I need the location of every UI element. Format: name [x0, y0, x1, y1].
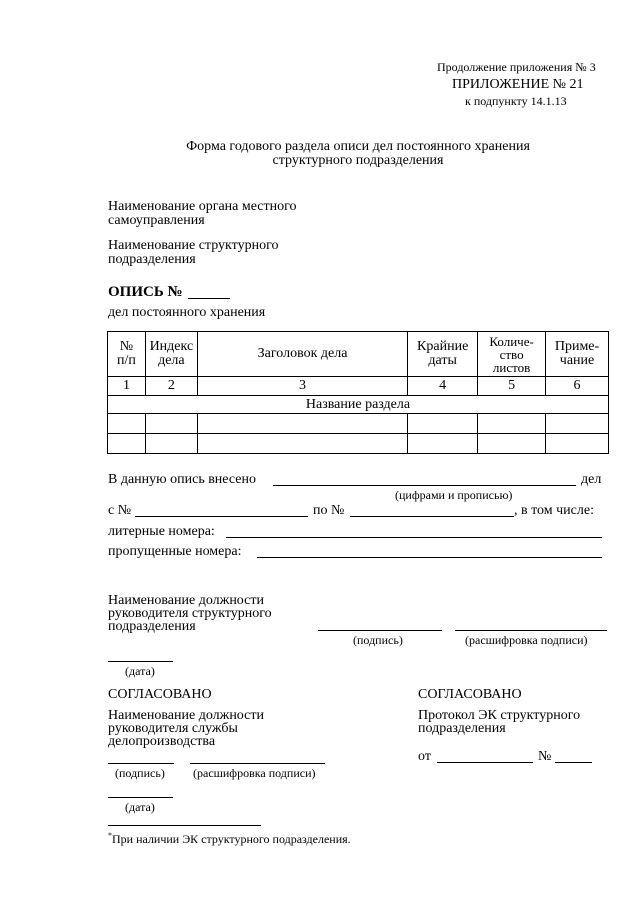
- from-label: с №: [108, 503, 132, 518]
- continuation-note: Продолжение приложения № 3: [437, 60, 596, 74]
- approved-right-line2: подразделения: [418, 721, 506, 736]
- head-date-hint: (дата): [125, 664, 155, 678]
- approved-right-line1: Протокол ЭК структурного: [418, 708, 581, 723]
- inventory-subtitle: дел постоянного хранения: [108, 305, 266, 320]
- approved-left-date-hint: (дата): [125, 800, 155, 814]
- approved-left-signature-hint: (подпись): [115, 766, 165, 780]
- head-position-line3: подразделения: [108, 619, 196, 634]
- approved-right-date-line: [437, 762, 533, 763]
- footnote: [108, 831, 351, 847]
- from-number-line: [135, 516, 308, 517]
- head-position-line2: руководителя структурного: [108, 606, 272, 621]
- skipped-numbers-label: пропущенные номера:: [108, 544, 242, 559]
- section-title: Название раздела: [108, 396, 609, 414]
- col-header-index: Индекс дела: [145, 332, 197, 377]
- approved-left-line1: Наименование должности: [108, 708, 264, 723]
- col-header-dates: Крайние даты: [408, 332, 478, 377]
- form-title-line1: Форма годового раздела описи дел постоянного хранения: [186, 139, 530, 154]
- approved-right-from-label: от: [418, 749, 431, 764]
- approved-left-line3: делопроизводства: [108, 734, 216, 749]
- skipped-numbers-line: [257, 557, 602, 558]
- approved-right-number-line: [555, 762, 592, 763]
- letter-numbers-line: [226, 537, 602, 538]
- col-header-number: № п/п: [108, 332, 146, 377]
- col-number: 2: [145, 377, 197, 396]
- footnote-text: При наличии ЭК структурного подразделения.: [112, 832, 351, 846]
- head-signature-hint: (подпись): [353, 633, 403, 647]
- unit-name-line1: Наименование структурного: [108, 238, 279, 253]
- to-number-line: [350, 516, 514, 517]
- head-position-line1: Наименование должности: [108, 593, 264, 608]
- inventory-label: ОПИСЬ №: [108, 284, 183, 300]
- col-number: 6: [546, 377, 609, 396]
- inventory-table: [107, 331, 609, 454]
- col-number: 3: [197, 377, 407, 396]
- approved-left-title: СОГЛАСОВАНО: [108, 687, 212, 702]
- head-signature-line: [318, 630, 442, 631]
- approved-left-decode-line: [190, 763, 325, 764]
- col-header-note: Приме- чание: [546, 332, 609, 377]
- inventory-number-line: [188, 298, 230, 299]
- included-label: В данную опись внесено: [108, 472, 256, 487]
- col-number: 5: [478, 377, 546, 396]
- appendix-title: ПРИЛОЖЕНИЕ № 21: [452, 77, 584, 92]
- approved-left-signature-line: [108, 763, 174, 764]
- digits-hint: (цифрами и прописью): [395, 488, 513, 502]
- approved-left-decode-hint: (расшифровка подписи): [193, 766, 316, 780]
- appendix-subpoint: к подпункту 14.1.13: [465, 94, 567, 108]
- footnote-separator: [108, 825, 261, 826]
- table-header-row: [108, 332, 609, 377]
- approved-left-line2: руководителя службы: [108, 721, 238, 736]
- approved-left-date-line: [108, 797, 173, 798]
- head-decode-hint: (расшифровка подписи): [465, 633, 588, 647]
- head-date-line: [108, 661, 173, 662]
- included-count-line: [273, 485, 576, 486]
- approved-right-number-label: №: [538, 749, 552, 764]
- including-label: , в том числе:: [514, 503, 594, 518]
- table-numbers-row: [108, 377, 609, 396]
- letter-numbers-label: литерные номера:: [108, 524, 215, 539]
- form-title-line2: структурного подразделения: [272, 153, 444, 168]
- table-row: [108, 434, 609, 454]
- cases-word: дел: [581, 472, 602, 487]
- table-row: [108, 414, 609, 434]
- col-header-sheets: Количе- ство листов: [478, 332, 546, 377]
- unit-name-line2: подразделения: [108, 252, 196, 267]
- col-number: 4: [408, 377, 478, 396]
- approved-right-title: СОГЛАСОВАНО: [418, 687, 522, 702]
- col-header-title: Заголовок дела: [197, 332, 407, 377]
- footnote-mark: *: [108, 831, 112, 840]
- col-number: 1: [108, 377, 146, 396]
- to-label: по №: [313, 503, 345, 518]
- org-name-line1: Наименование органа местного: [108, 199, 297, 214]
- table-section-row: [108, 396, 609, 414]
- head-decode-line: [455, 630, 607, 631]
- org-name-line2: самоуправления: [108, 213, 205, 228]
